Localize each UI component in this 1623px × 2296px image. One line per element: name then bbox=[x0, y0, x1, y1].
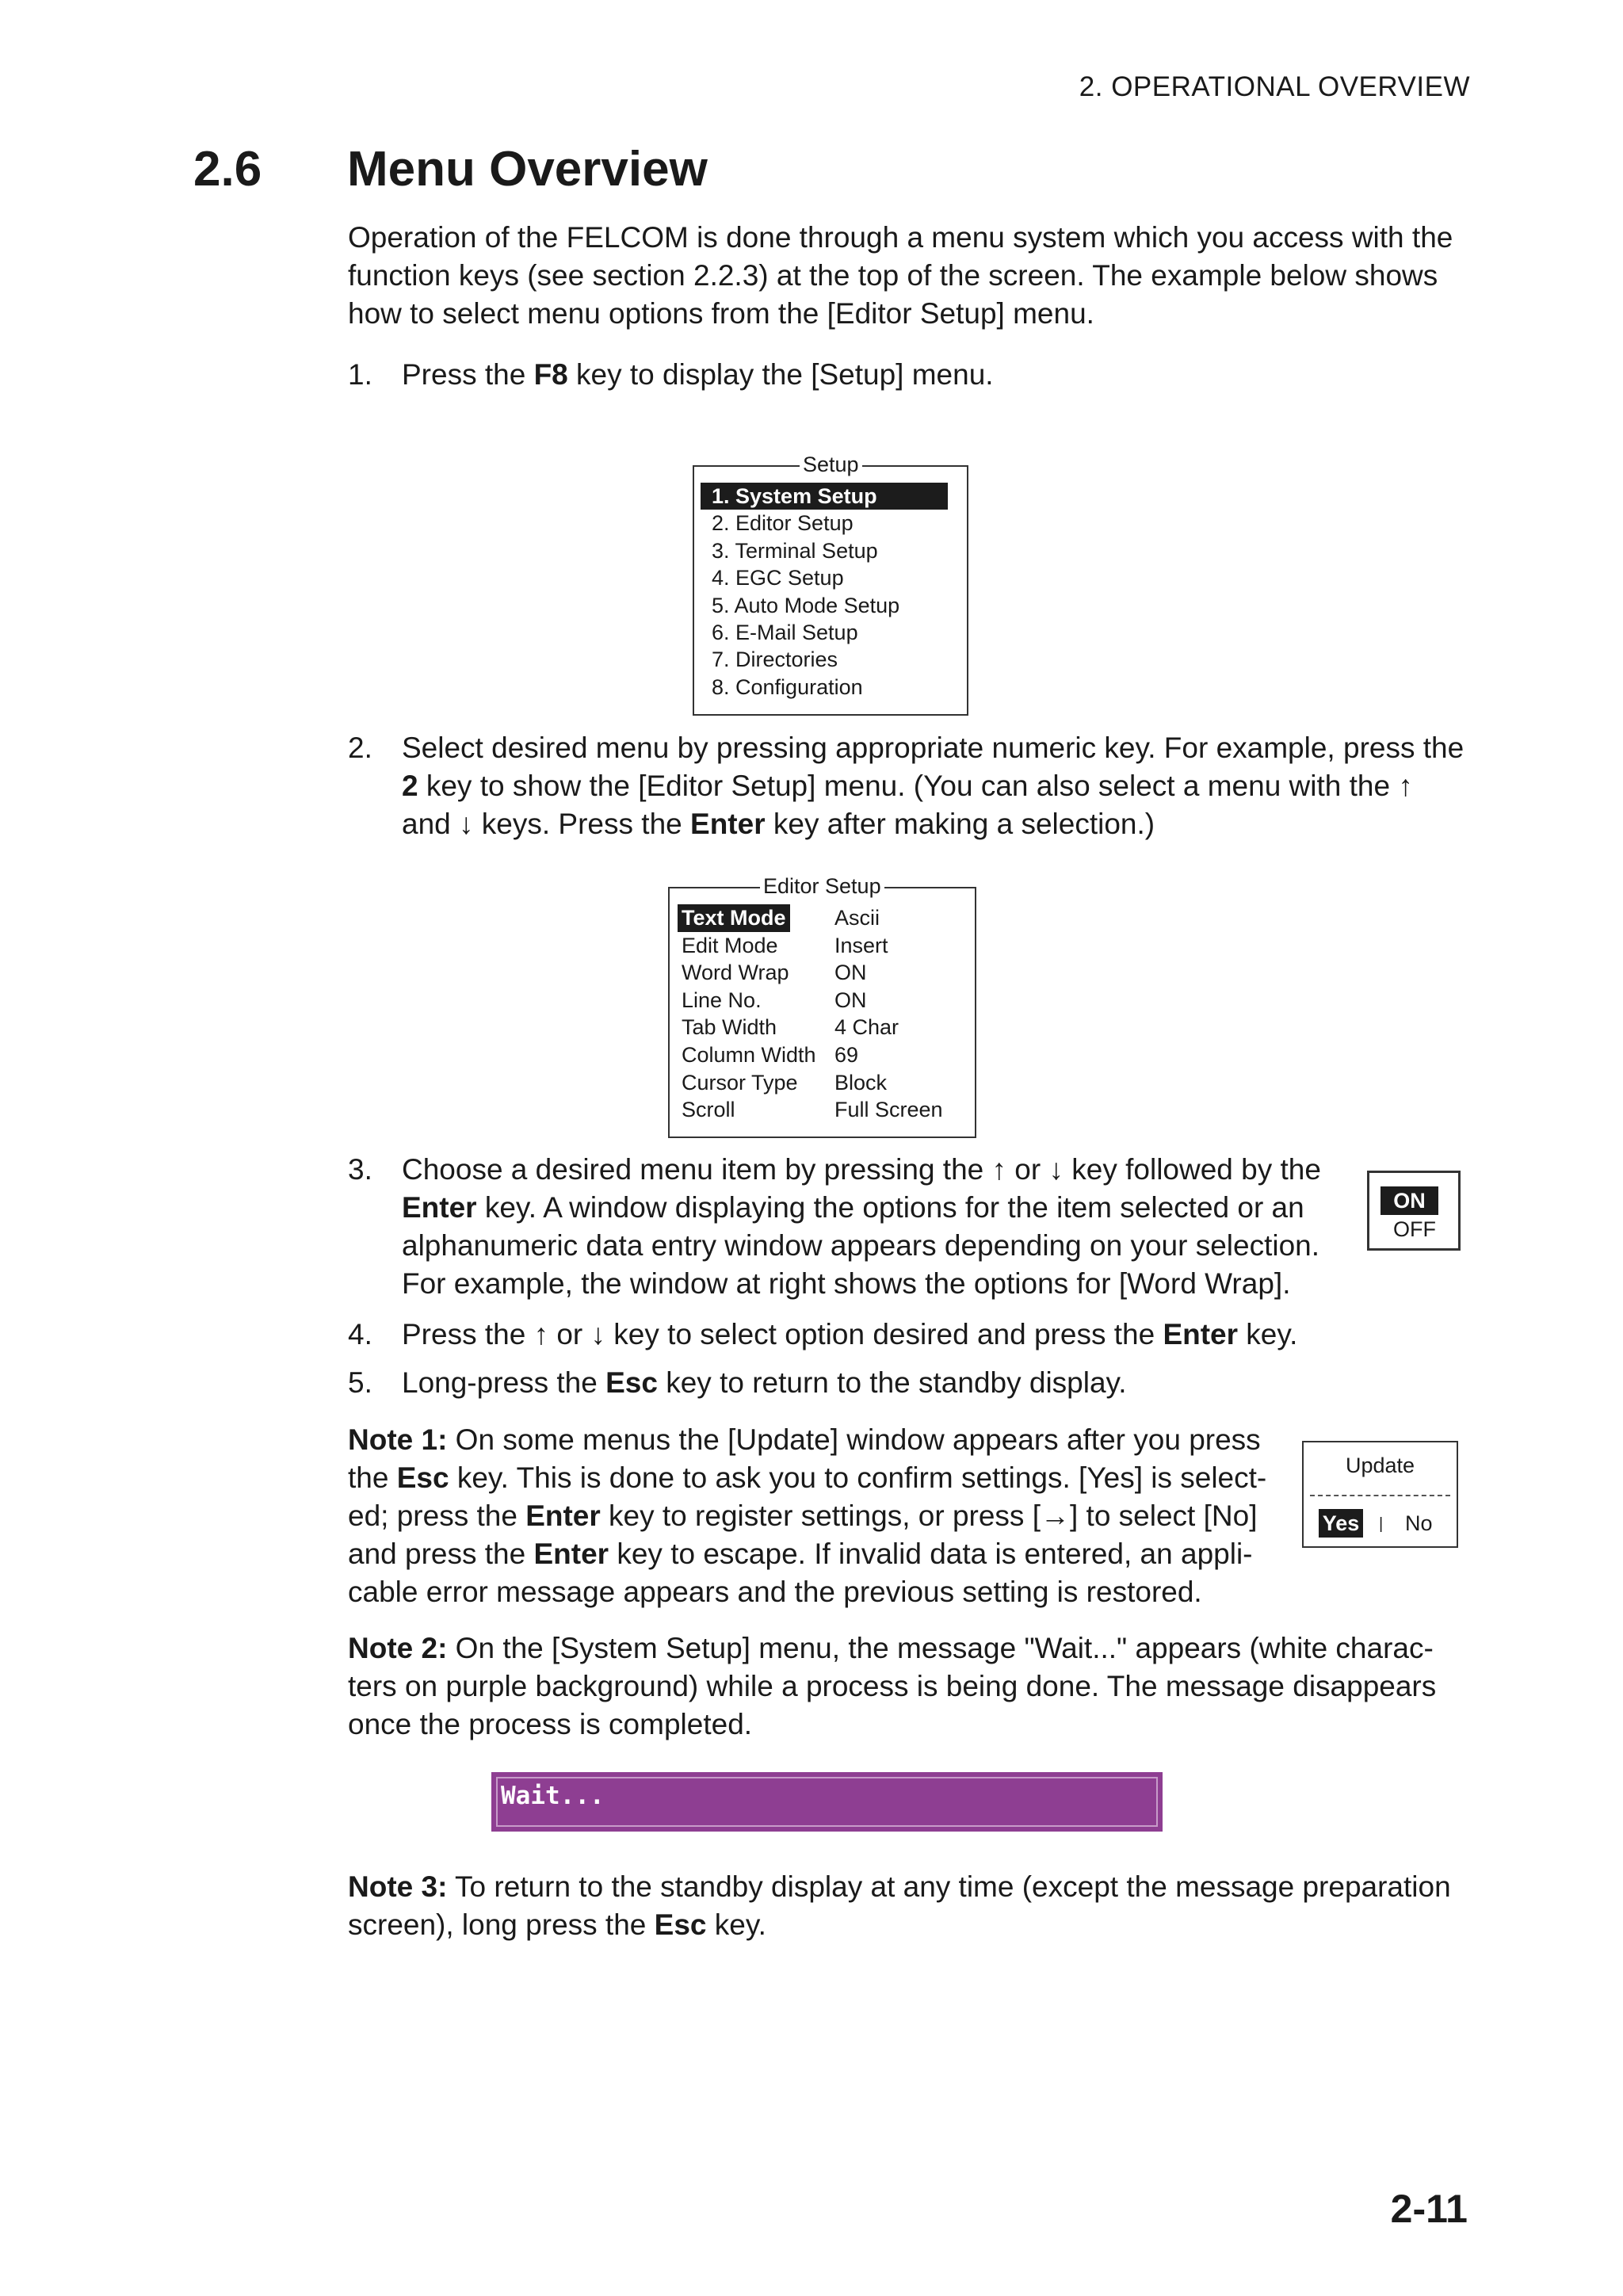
editor-label: Edit Mode bbox=[682, 933, 778, 957]
step-number: 2. bbox=[348, 732, 372, 764]
menu-item-editor-setup[interactable]: 2. Editor Setup bbox=[712, 511, 854, 536]
update-no-option[interactable]: No bbox=[1405, 1511, 1433, 1535]
intro-paragraph bbox=[348, 219, 1473, 333]
option-off[interactable]: OFF bbox=[1393, 1217, 1436, 1241]
intro-line: Operation of the FELCOM is done through a menu system which you access with the bbox=[348, 221, 1453, 254]
editor-setup-window bbox=[668, 874, 976, 1138]
editor-value: 4 Char bbox=[834, 1015, 899, 1040]
menu-item-system-setup[interactable]: 1. System Setup bbox=[701, 483, 948, 510]
note-label: Note 1: bbox=[348, 1423, 448, 1456]
intro-line: how to select menu options from the [Editor Setup] menu. bbox=[348, 297, 1094, 330]
editor-value: 69 bbox=[834, 1043, 859, 1067]
editor-value: Full Screen bbox=[834, 1098, 943, 1122]
option-on[interactable]: ON bbox=[1381, 1186, 1438, 1215]
editor-value: Block bbox=[834, 1070, 888, 1095]
step-number: 5. bbox=[348, 1366, 372, 1399]
editor-label: Cursor Type bbox=[682, 1070, 798, 1095]
step-number: 4. bbox=[348, 1318, 372, 1350]
update-divider bbox=[1310, 1495, 1450, 1496]
menu-item-auto-mode-setup[interactable]: 5. Auto Mode Setup bbox=[712, 593, 900, 617]
wait-message-bar bbox=[491, 1772, 1163, 1832]
update-window bbox=[1302, 1441, 1458, 1548]
editor-label: Scroll bbox=[682, 1098, 735, 1122]
note-1: Note 1: On some menus the [Update] window appears after you press the Esc key. This is done to ask you to confirm settings. [Yes] is select- ed; press the Enter key to register settings, or press [→] to select [No] and press the Enter key to escape. If invalid data is entered, an appli- cable error message appears and the previous setting is restored. bbox=[348, 1423, 1267, 1608]
update-yes-option[interactable]: Yes bbox=[1319, 1509, 1363, 1538]
editor-value: Ascii bbox=[834, 906, 880, 930]
step-4 bbox=[348, 1316, 1473, 1354]
setup-menu-title: Setup bbox=[800, 451, 862, 478]
menu-item-email-setup[interactable]: 6. E-Mail Setup bbox=[712, 620, 858, 644]
menu-item-terminal-setup[interactable]: 3. Terminal Setup bbox=[712, 538, 878, 563]
editor-value: Insert bbox=[834, 933, 888, 957]
editor-label: Tab Width bbox=[682, 1015, 777, 1040]
editor-row-word-wrap[interactable] bbox=[670, 959, 975, 987]
step-number: 1. bbox=[348, 358, 372, 391]
step-3 bbox=[348, 1151, 1346, 1303]
step-text: Long-press the Esc key to return to the standby display. bbox=[402, 1366, 1127, 1399]
section-title: Menu Overview bbox=[347, 142, 708, 197]
note-3: Note 3: To return to the standby display at any time (except the message preparation screen), long press the Esc key. bbox=[348, 1870, 1451, 1941]
note-2: Note 2: On the [System Setup] menu, the message "Wait..." appears (white charac- ters on purple background) while a process is being done. The message disappears once the process is completed. bbox=[348, 1632, 1437, 1740]
editor-row-edit-mode[interactable] bbox=[670, 932, 975, 960]
step-number: 3. bbox=[348, 1153, 372, 1186]
update-separator: | bbox=[1379, 1515, 1384, 1533]
section-number: 2.6 bbox=[193, 142, 262, 197]
update-title: Update bbox=[1345, 1454, 1415, 1477]
editor-label: Column Width bbox=[682, 1043, 816, 1067]
step-text: Press the ↑ or ↓ key to select option desired and press the Enter key. bbox=[402, 1318, 1298, 1350]
editor-row-column-width[interactable] bbox=[670, 1041, 975, 1069]
note-label: Note 3: bbox=[348, 1870, 448, 1903]
editor-row-text-mode[interactable] bbox=[670, 904, 975, 932]
step-text: Select desired menu by pressing appropriate numeric key. For example, press the 2 key to show the [Editor Setup] menu. (You can also select a menu with the ↑ and ↓ keys. Press the Enter key after making a selection.) bbox=[402, 732, 1465, 840]
editor-row-tab-width[interactable] bbox=[670, 1014, 975, 1041]
editor-setup-title: Editor Setup bbox=[760, 873, 884, 900]
editor-row-scroll[interactable] bbox=[670, 1096, 975, 1124]
note-label: Note 2: bbox=[348, 1632, 448, 1664]
step-1 bbox=[348, 356, 1473, 394]
setup-menu-window bbox=[693, 453, 968, 716]
running-header: 2. OPERATIONAL OVERVIEW bbox=[1079, 71, 1470, 102]
wait-message-text: Wait... bbox=[501, 1782, 605, 1810]
editor-label: Text Mode bbox=[678, 904, 790, 932]
editor-row-line-no[interactable] bbox=[670, 987, 975, 1014]
intro-line: function keys (see section 2.2.3) at the top of the screen. The example below shows bbox=[348, 259, 1438, 292]
menu-item-directories[interactable]: 7. Directories bbox=[712, 648, 838, 672]
editor-row-cursor-type[interactable] bbox=[670, 1069, 975, 1097]
editor-label: Line No. bbox=[682, 988, 762, 1012]
editor-value: ON bbox=[834, 988, 867, 1012]
page-number: 2-11 bbox=[1390, 2187, 1468, 2231]
step-text: Choose a desired menu item by pressing the ↑ or ↓ key followed by the Enter key. A window displaying the options for the item selected or an alphanumeric data entry window appears depending on your selection. For example, the window at right shows the options for [Word Wrap]. bbox=[402, 1153, 1321, 1300]
menu-item-configuration[interactable]: 8. Configuration bbox=[712, 674, 863, 699]
menu-item-egc-setup[interactable]: 4. EGC Setup bbox=[712, 566, 844, 590]
word-wrap-options-window bbox=[1367, 1171, 1461, 1251]
step-2 bbox=[348, 729, 1473, 843]
step-text: Press the F8 key to display the [Setup] menu. bbox=[402, 358, 994, 391]
editor-label: Word Wrap bbox=[682, 961, 789, 985]
step-5 bbox=[348, 1364, 1473, 1402]
editor-value: ON bbox=[834, 961, 867, 985]
